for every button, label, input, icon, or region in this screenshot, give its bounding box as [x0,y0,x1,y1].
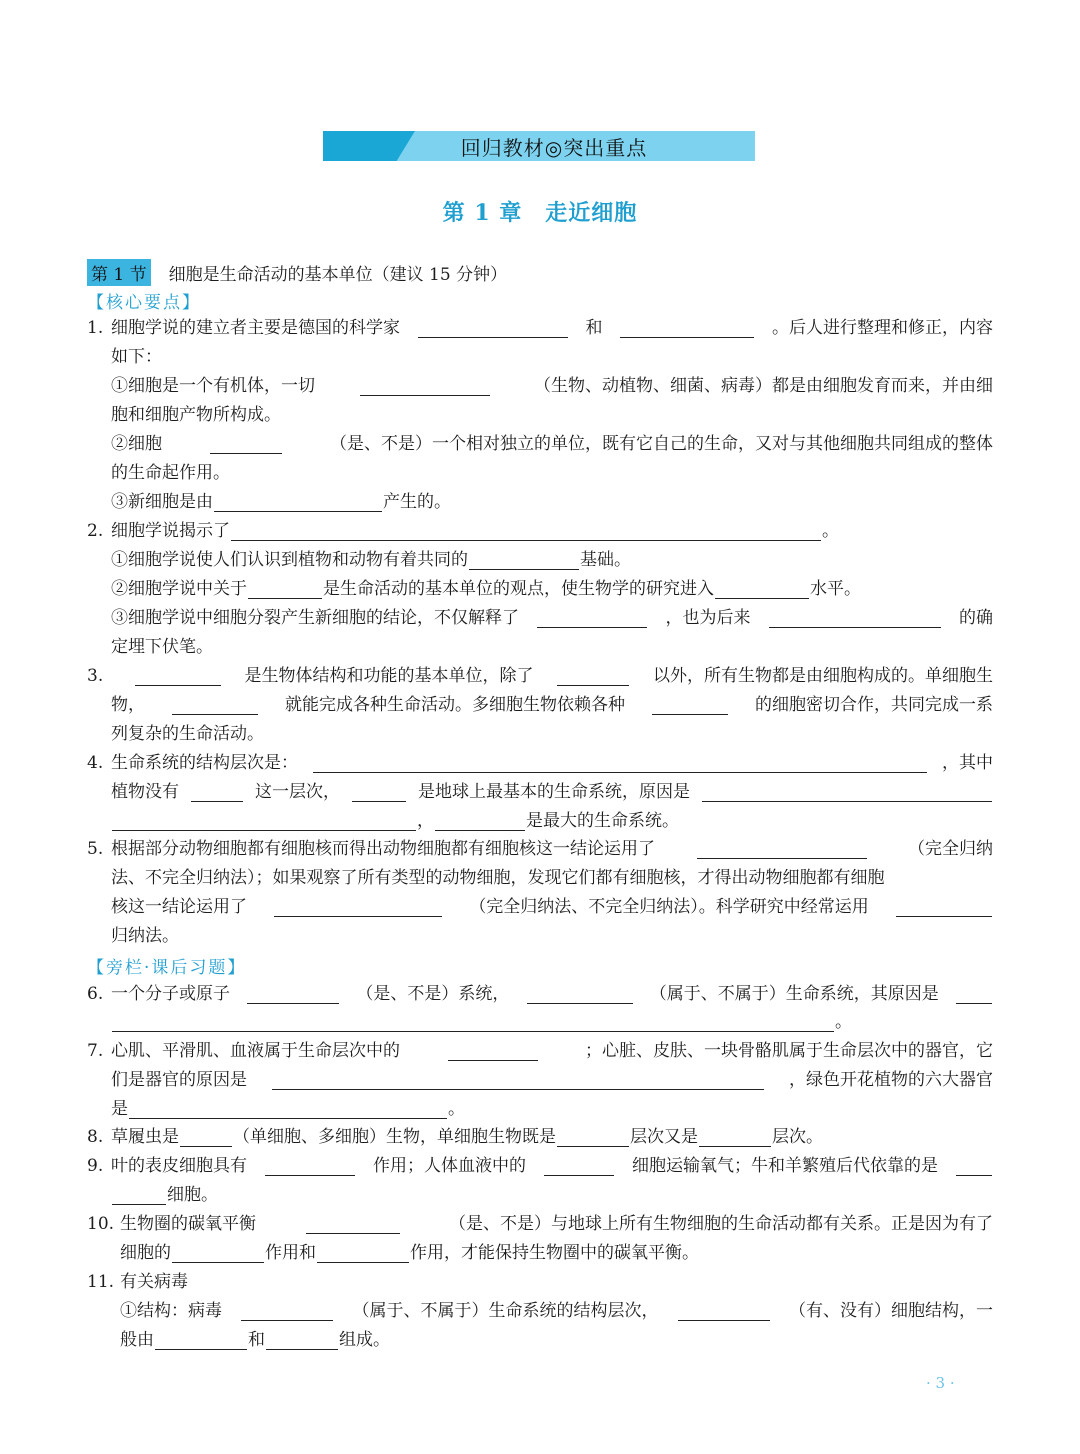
q9-text-a: 叶的表皮细胞具有 [111,1156,247,1176]
section-title: 细胞是生命活动的基本单位（建议 15 分钟） [168,265,508,285]
q6-blank-1[interactable] [247,985,339,1004]
q6-line1 [87,984,993,1004]
heading-core-points: 【核心要点】 [87,293,201,313]
q1-blank-5[interactable] [214,493,382,512]
q1-blank-4[interactable] [210,435,282,454]
q1-line3 [87,376,993,396]
q2-text-f: 是生命活动的基本单位的观点，使生物学的研究进入 [323,579,714,599]
q5-line1 [87,839,993,859]
chapter-title: 第 1 章 走近细胞 [442,200,638,226]
q11-text-g: 组成。 [339,1330,390,1350]
q10-text-a: 生物圈的碳氧平衡 [120,1214,256,1234]
q5-text-c: 法、不完全归纳法）；如果观察了所有类型的动物细胞，发现它们都有细胞核，才得出动物细胞都有细胞 [111,868,885,888]
q2-blank-1[interactable] [231,522,821,541]
q2-line5 [87,637,993,657]
q4-text-c: 植物没有 [111,782,179,802]
q4-blank-1[interactable] [313,754,927,773]
q2-line1 [87,521,993,541]
q4-blank-3[interactable] [352,783,406,802]
q4-text-e: 是地球上最基本的生命系统，原因是 [418,782,690,802]
section-header [87,259,507,286]
q11-blank-3[interactable] [155,1331,247,1350]
q5-text-d: 核这一结论运用了 [111,897,247,917]
q9-line2 [87,1185,993,1205]
q4-text-f: ， [417,811,434,831]
q11-line1 [87,1272,993,1292]
q11-line2 [87,1301,993,1321]
q10-blank-1[interactable] [306,1215,400,1234]
q1-line4 [87,405,993,425]
q5-text-f: 归纳法。 [111,926,179,946]
q1-text-d: 如下： [111,347,162,367]
q7-text-d: ，绿色开花植物的六大器官 [789,1070,993,1090]
q5-line4 [87,926,993,946]
q8-number: 8. [87,1127,104,1147]
q2-text-c: ①细胞学说使人们认识到植物和动物有着共同的 [111,550,468,570]
q9-number: 9. [87,1156,104,1176]
q1-text-f: （生物、动植物、细菌、病毒）都是由细胞发育而来，并由细 [534,376,993,396]
q4-blank-2[interactable] [191,783,243,802]
q8-text-d: 层次。 [772,1127,823,1147]
q7-line3 [87,1099,993,1119]
q3-text-a: 是生物体结构和功能的基本单位，除了 [244,666,534,686]
q11-line3 [87,1330,993,1350]
q7-blank-1[interactable] [448,1042,538,1061]
q9-text-b: 作用；人体血液中的 [373,1156,526,1176]
q2-line3 [87,579,993,599]
q2-blank-6[interactable] [769,609,941,628]
q5-line2 [87,868,993,888]
q3-text-b: 以外，所有生物都是由细胞构成的。单细胞生 [653,666,993,686]
q11-text-f: 和 [248,1330,265,1350]
q2-text-e: ②细胞学说中关于 [111,579,247,599]
q1-text-g: 胞和细胞产物所构成。 [111,405,281,425]
q8-text-c: 层次又是 [630,1127,698,1147]
q10-text-d: 作用和 [265,1243,316,1263]
q10-blank-3[interactable] [317,1244,409,1263]
q7-text-e: 是 [111,1099,128,1119]
q2-number: 2. [87,521,104,541]
q7-text-f: 。 [448,1099,465,1119]
q9-text-d: 细胞。 [167,1185,218,1205]
q1-blank-1[interactable] [418,319,568,338]
q2-blank-5[interactable] [537,609,647,628]
q3-text-f: 列复杂的生命活动。 [111,724,264,744]
q7-blank-3[interactable] [129,1100,447,1119]
q1-text-a: 细胞学说的建立者主要是德国的科学家 [111,318,400,338]
q4-number: 4. [87,753,104,773]
q3-number: 3. [87,666,104,686]
q9-blank-4[interactable] [112,1186,166,1205]
q3-text-d: 就能完成各种生命活动。多细胞生物依赖各种 [285,695,625,715]
q2-blank-4[interactable] [715,580,809,599]
q11-blank-4[interactable] [266,1331,338,1350]
q1-text-k: ③新细胞是由 [111,492,213,512]
q3-blank-1[interactable] [135,667,221,686]
q8-text-a: 草履虫是 [111,1127,179,1147]
q4-blank-4[interactable] [702,783,992,802]
banner-title: 回归教材◎突出重点 [460,135,648,160]
q5-line3 [87,897,993,917]
q1-line6 [87,463,993,483]
q5-blank-1[interactable] [697,840,867,859]
q1-text-j: 的生命起作用。 [111,463,230,483]
q3-blank-4[interactable] [652,696,728,715]
q1-line5 [87,434,993,454]
q2-text-h: ③细胞学说中细胞分裂产生新细胞的结论，不仅解释了 [111,608,519,628]
page-number: · 3 · [926,1374,955,1392]
q1-line7 [87,492,993,512]
q11-blank-1[interactable] [241,1302,333,1321]
q1-text-l: 产生的。 [383,492,451,512]
q4-line2 [87,782,993,802]
q10-line1 [87,1214,993,1234]
q11-text-a: 有关病毒 [120,1272,188,1292]
q2-text-j: 的确 [959,608,993,628]
section-tag: 第 1 节 [87,259,151,286]
q4-text-b: ，其中 [942,753,993,773]
q2-line4 [87,608,993,628]
q8-blank-2[interactable] [557,1128,629,1147]
q2-text-g: 水平。 [810,579,861,599]
q1-blank-2[interactable] [620,319,754,338]
section-banner [323,131,755,161]
q2-text-b: 。 [822,521,839,541]
q3-line3 [87,724,993,744]
q3-line1 [87,666,993,686]
q8-blank-1[interactable] [180,1128,232,1147]
q7-blank-2[interactable] [272,1071,764,1090]
q6-blank-3[interactable] [956,985,992,1004]
q6-number: 6. [87,984,104,1004]
q5-text-a: 根据部分动物细胞都有细胞核而得出动物细胞都有细胞核这一结论运用了 [111,839,655,859]
q4-blank-6[interactable] [435,812,525,831]
q11-text-d: （有、没有）细胞结构，一 [789,1301,993,1321]
q11-text-e: 般由 [120,1330,154,1350]
q1-number: 1. [87,318,104,338]
q5-number: 5. [87,839,104,859]
q9-text-c: 细胞运输氧气；牛和羊繁殖后代依靠的是 [632,1156,938,1176]
q2-line2 [87,550,993,570]
q1-blank-3[interactable] [360,377,490,396]
q4-text-d: 这一层次， [255,782,340,802]
q6-blank-2[interactable] [527,985,633,1004]
q4-line3 [87,811,993,831]
q1-line1 [87,318,993,338]
q6-text-b: （是、不是）系统， [356,984,510,1004]
q10-number: 10. [87,1214,115,1234]
q6-text-c: （属于、不属于）生命系统，其原因是 [649,984,939,1004]
q6-text-a: 一个分子或原子 [111,984,230,1004]
q2-text-a: 细胞学说揭示了 [111,521,230,541]
q3-blank-2[interactable] [557,667,629,686]
q3-line2 [87,695,993,715]
q5-blank-2[interactable] [274,898,442,917]
q8-blank-3[interactable] [699,1128,771,1147]
q2-blank-2[interactable] [469,551,579,570]
q9-blank-2[interactable] [544,1157,614,1176]
q7-text-a: 心肌、平滑肌、血液属于生命层次中的 [111,1041,400,1061]
q3-text-c: 物， [111,695,145,715]
q10-text-c: 细胞的 [120,1243,171,1263]
q7-line1 [87,1041,993,1061]
q10-text-b: （是、不是）与地球上所有生物细胞的生命活动都有关系。正是因为有了 [449,1214,993,1234]
q6-blank-4[interactable] [112,1013,834,1032]
q2-text-k: 定埋下伏笔。 [111,637,213,657]
q1-line2 [87,347,993,367]
q1-text-e: ①细胞是一个有机体，一切 [111,376,315,396]
q4-line1 [87,753,993,773]
q5-blank-3[interactable] [896,898,992,917]
q1-text-i: （是、不是）一个相对独立的单位，既有它自己的生命，又对与其他细胞共同组成的整体 [330,434,993,454]
q7-text-c: 们是器官的原因是 [111,1070,247,1090]
q10-text-e: 作用，才能保持生物圈中的碳氧平衡。 [410,1243,699,1263]
q9-blank-1[interactable] [265,1157,355,1176]
q2-blank-3[interactable] [248,580,322,599]
q11-number: 11. [87,1272,115,1292]
q6-text-d: 。 [835,1012,852,1032]
q9-line1 [87,1156,993,1176]
q7-number: 7. [87,1041,104,1061]
q11-text-c: （属于、不属于）生命系统的结构层次， [352,1301,659,1321]
q5-text-b: （完全归纳 [908,839,993,859]
q7-text-b: ；心脏、皮肤、一块骨骼肌属于生命层次中的器官，它 [585,1041,993,1061]
q4-blank-5[interactable] [112,812,416,831]
q4-text-a: 生命系统的结构层次是： [111,753,298,773]
q5-text-e: （完全归纳法、不完全归纳法）。科学研究中经常运用 [469,897,869,917]
q3-text-e: 的细胞密切合作，共同完成一系 [755,695,993,715]
q4-text-g: 是最大的生命系统。 [526,811,679,831]
q10-line2 [87,1243,993,1263]
q1-text-b: 和 [585,318,603,338]
q6-line2 [87,1012,993,1032]
q9-blank-3[interactable] [956,1157,992,1176]
q11-text-b: ①结构：病毒 [120,1301,222,1321]
q8-text-b: （单细胞、多细胞）生物，单细胞生物既是 [233,1127,556,1147]
q2-text-d: 基础。 [580,550,631,570]
q1-text-h: ②细胞 [111,434,162,454]
heading-sidebar-exercises: 【旁栏·课后习题】 [87,958,247,978]
q3-blank-3[interactable] [172,696,258,715]
q8-line1 [87,1127,993,1147]
q2-text-i: ，也为后来 [665,608,751,628]
q7-line2 [87,1070,993,1090]
q11-blank-2[interactable] [678,1302,770,1321]
q1-text-c: 。后人进行整理和修正，内容 [772,318,993,338]
q10-blank-2[interactable] [172,1244,264,1263]
